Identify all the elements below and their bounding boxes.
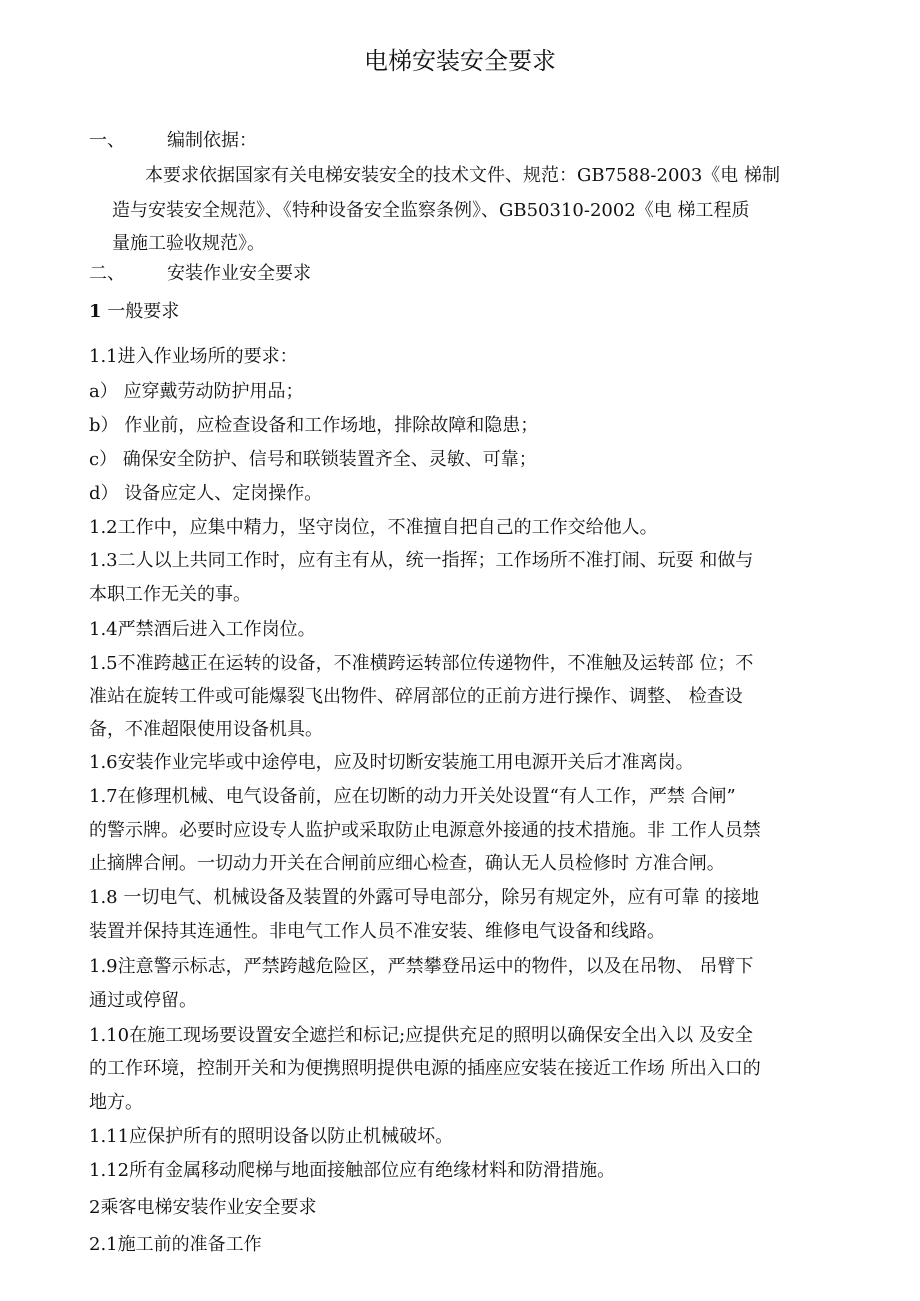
body-line: a） 应穿戴劳动防护用品； [89, 381, 304, 402]
body-line: 1.2工作中，应集中精力，坚守岗位，不准擅自把自己的工作交给他人。 [89, 517, 658, 538]
section-title: 安装作业安全要求 [167, 263, 311, 284]
subsection-title: 一般要求 [107, 301, 180, 322]
section-heading-1 [89, 129, 257, 153]
body-line: 准站在旋转工件或可能爆裂飞出物件、碎屑部位的正前方进行操作、调整、 检查设 [89, 686, 743, 707]
body-line: 1.6安装作业完毕或中途停电，应及时切断安装施工用电源开关后才准离岗。 [89, 752, 694, 773]
body-line: 2乘客电梯安装作业安全要求 [89, 1197, 317, 1218]
body-line: c） 确保安全防护、信号和联锁装置齐全、灵敏、可靠； [89, 449, 537, 470]
body-line: 止摘牌合闸。一切动力开关在合闸前应细心检查，确认无人员检修时 方准合闸。 [89, 853, 725, 874]
body-line: 地方。 [89, 1092, 143, 1113]
body-line: b） 作业前，应检查设备和工作场地，排除故障和隐患； [89, 415, 539, 436]
section-number: 二、 [89, 263, 125, 284]
body-line: 1.10在施工现场要设置安全遮拦和标记;应提供充足的照明以确保安全出入以 及安全 [89, 1025, 753, 1046]
body-line: 1.7在修理机械、电气设备前，应在切断的动力开关处设置“有人工作，严禁 合闸” [89, 786, 736, 807]
body-line: 1.8 一切电气、机械设备及装置的外露可导电部分，除另有规定外，应有可靠 的接地 [89, 887, 760, 908]
body-line: 1.4严禁酒后进入工作岗位。 [89, 619, 316, 640]
body-line: 1.12所有金属移动爬梯与地面接触部位应有绝缘材料和防滑措施。 [89, 1160, 616, 1181]
body-line: 通过或停留。 [89, 990, 197, 1011]
body-line: 1.1进入作业场所的要求： [89, 346, 298, 367]
body-line: 的警示牌。必要时应设专人监护或采取防止电源意外接通的技术措施。非 工作人员禁 [89, 820, 761, 841]
body-line: 1.5不准跨越正在运转的设备，不准横跨运转部位传递物件，不准触及运转部 位；不 [89, 653, 754, 674]
page-title: 电梯安装安全要求 [364, 47, 556, 75]
subsection-heading [89, 300, 179, 324]
body-line: 本职工作无关的事。 [89, 584, 251, 605]
subsection-number: 1 [89, 301, 102, 322]
body-line: 1.11应保护所有的照明设备以防止机械破坏。 [89, 1126, 454, 1147]
body-line: 1.9注意警示标志，严禁跨越危险区，严禁攀登吊运中的物件，以及在吊物、 吊臂下 [89, 956, 754, 977]
body-line: 1.3二人以上共同工作时，应有主有从，统一指挥；工作场所不准打闹、玩耍 和做与 [89, 550, 754, 571]
body-line: 的工作环境，控制开关和为便携照明提供电源的插座应安装在接近工作场 所出入口的 [89, 1058, 761, 1079]
paragraph-line: 量施工验收规范》。 [112, 233, 265, 254]
body-line: 备，不准超限使用设备机具。 [89, 719, 323, 740]
section-heading-2 [89, 262, 311, 286]
body-line: 2.1施工前的准备工作 [89, 1234, 262, 1255]
paragraph-line: 造与安装安全规范》、《特种设备安全监察条例》、GB50310-2002《电 梯工程质 [112, 200, 750, 221]
body-line: d） 设备应定人、定岗操作。 [89, 483, 323, 504]
paragraph-line: 本要求依据国家有关电梯安装安全的技术文件、规范：GB7588-2003《电 梯制 [145, 165, 781, 186]
body-line: 装置并保持其连通性。非电气工作人员不准安装、维修电气设备和线路。 [89, 921, 665, 942]
section-number: 一、 [89, 130, 125, 151]
section-title: 编制依据： [167, 130, 257, 151]
